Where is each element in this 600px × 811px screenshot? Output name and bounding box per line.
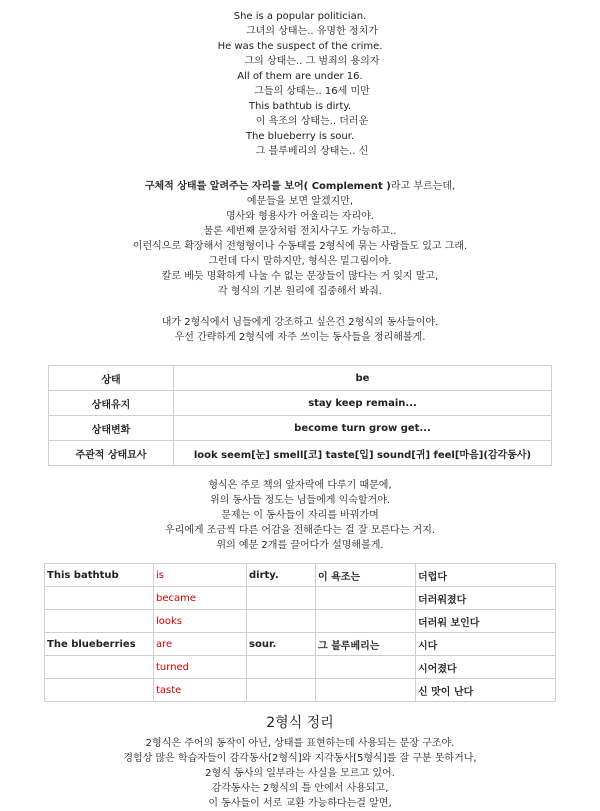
example-en-4: This bathtub is dirty. — [248, 101, 352, 112]
table-row — [49, 416, 552, 441]
example-kr-4: 이 욕조의 상태는.. 더러운 — [255, 116, 369, 127]
kr-meaning-cell: 더러워 보인다 — [416, 610, 556, 633]
table-row — [45, 633, 556, 656]
example-kr-5: 그 블루베리의 상태는.. 신 — [255, 146, 369, 157]
verb-list: look seem[눈] smell[코] taste[입] sound[귀] feel[마음](감각동사) — [174, 441, 552, 466]
subject-cell — [45, 656, 154, 679]
para4-line: 경험상 많은 학습자들이 감각동사[2형식]와 지각동사[5형식]를 잘 구분 못하거나, — [123, 753, 477, 764]
complement-cell — [247, 679, 316, 702]
verb-list: be — [174, 366, 552, 391]
para3-line: 형식은 주로 책의 앞자락에 다루기 때문에, — [208, 480, 392, 491]
complement-cell: sour. — [247, 633, 316, 656]
complement-paragraph — [0, 179, 600, 299]
table-row — [49, 441, 552, 466]
para4-line: 감각동사는 2형식의 틀 안에서 사용되고, — [211, 783, 389, 794]
example-kr-1: 그녀의 상태는.. 유명한 정치가 — [246, 26, 378, 37]
para2-line: 우선 간략하게 2형식에 자주 쓰이는 동사들을 정리해볼게. — [174, 332, 426, 343]
verb-cell: turned — [154, 656, 247, 679]
example-en-2: He was the suspect of the crime. — [217, 41, 383, 52]
para4-line: 2형식 동사의 일부라는 사실을 모르고 있어. — [205, 768, 395, 779]
para2-line: 내가 2형식에서 님들에게 강조하고 싶은건 2형식의 동사들이야. — [161, 317, 439, 328]
para4-line: 이 동사들이 서로 교환 가능하다는걸 알면, — [208, 798, 392, 809]
table-row — [45, 587, 556, 610]
example-sentences — [0, 0, 600, 159]
kr-meaning-cell: 더러워졌다 — [416, 587, 556, 610]
para3-line: 위의 예문 2개를 끌어다가 설명해볼게. — [216, 540, 384, 551]
verb-category: 상태유지 — [49, 391, 174, 416]
summary-title: 2형식 정리 — [266, 715, 334, 731]
verb-cell: looks — [154, 610, 247, 633]
complement-cell: dirty. — [247, 564, 316, 587]
complement-cell — [247, 587, 316, 610]
para1-line: 물론 세번째 문장처럼 전치사구도 가능하고.. — [203, 226, 397, 237]
table-row — [45, 656, 556, 679]
verb-cell: became — [154, 587, 247, 610]
verbs-explanation-paragraph — [0, 478, 600, 553]
table-row — [45, 679, 556, 702]
para1-line: 각 형식의 기본 원리에 집중해서 봐줘. — [218, 286, 382, 297]
kr-subject-cell — [316, 679, 416, 702]
complement-heading: 구체적 상태를 알려주는 자리를 보어( Complement ) — [144, 181, 391, 192]
kr-subject-cell — [316, 610, 416, 633]
kr-meaning-cell: 시어졌다 — [416, 656, 556, 679]
subject-cell — [45, 587, 154, 610]
example-comparison-table — [44, 563, 556, 702]
table-row — [45, 610, 556, 633]
example-kr-2: 그의 상태는.. 그 범죄의 용의자 — [244, 56, 380, 67]
para1-line: 그런데 다시 말하지만, 형식은 밑그림이야. — [208, 256, 392, 267]
verb-category: 상태변화 — [49, 416, 174, 441]
example-en-3: All of them are under 16. — [237, 71, 363, 82]
para3-line: 우리에게 조금씩 다른 어감을 전해준다는 걸 잘 모른다는 거지. — [164, 525, 436, 536]
table-row — [49, 391, 552, 416]
kr-meaning-cell: 신 맛이 난다 — [416, 679, 556, 702]
example-en-1: She is a popular politician. — [233, 11, 367, 22]
kr-meaning-cell: 시다 — [416, 633, 556, 656]
table-row — [45, 564, 556, 587]
kr-subject-cell — [316, 656, 416, 679]
para3-line: 문제는 이 동사들이 자리를 바꿔가며 — [221, 510, 379, 521]
subject-cell: This bathtub — [45, 564, 154, 587]
verb-category: 주관적 상태묘사 — [49, 441, 174, 466]
complement-cell — [247, 656, 316, 679]
verb-cell: are — [154, 633, 247, 656]
example-en-5: The blueberry is sour. — [245, 131, 355, 142]
verb-category: 상태 — [49, 366, 174, 391]
para1-line: 칼로 베듯 명확하게 나눌 수 없는 문장들이 많다는 거 잊지 말고, — [161, 271, 439, 282]
para1-line: 이런식으로 확장해서 전형형이나 수동태를 2형식에 묶는 사람들도 있고 그래. — [132, 241, 468, 252]
kr-meaning-cell: 더럽다 — [416, 564, 556, 587]
subject-cell — [45, 679, 154, 702]
complement-cell — [247, 610, 316, 633]
kr-subject-cell — [316, 587, 416, 610]
table-row — [49, 366, 552, 391]
para4-line: 2형식은 주어의 동작이 아닌, 상태를 표현하는데 사용되는 문장 구조야. — [145, 738, 455, 749]
verbs-intro-paragraph — [0, 315, 600, 345]
subject-cell: The blueberries — [45, 633, 154, 656]
complement-heading-rest: 라고 부르는데, — [390, 181, 456, 192]
verb-cell: taste — [154, 679, 247, 702]
para1-line: 명사와 형용사가 어울리는 자리야. — [226, 211, 374, 222]
para1-line: 예문들을 보면 알겠지만, — [246, 196, 354, 207]
example-kr-3: 그들의 상태는.. 16세 미만 — [254, 86, 370, 97]
kr-subject-cell: 이 욕조는 — [316, 564, 416, 587]
kr-subject-cell: 그 블루베리는 — [316, 633, 416, 656]
para3-line: 위의 동사들 정도는 님들에게 익숙할거야. — [209, 495, 391, 506]
subject-cell — [45, 610, 154, 633]
verb-cell: is — [154, 564, 247, 587]
verb-table — [48, 365, 552, 466]
verb-list: become turn grow get... — [174, 416, 552, 441]
verb-list: stay keep remain... — [174, 391, 552, 416]
